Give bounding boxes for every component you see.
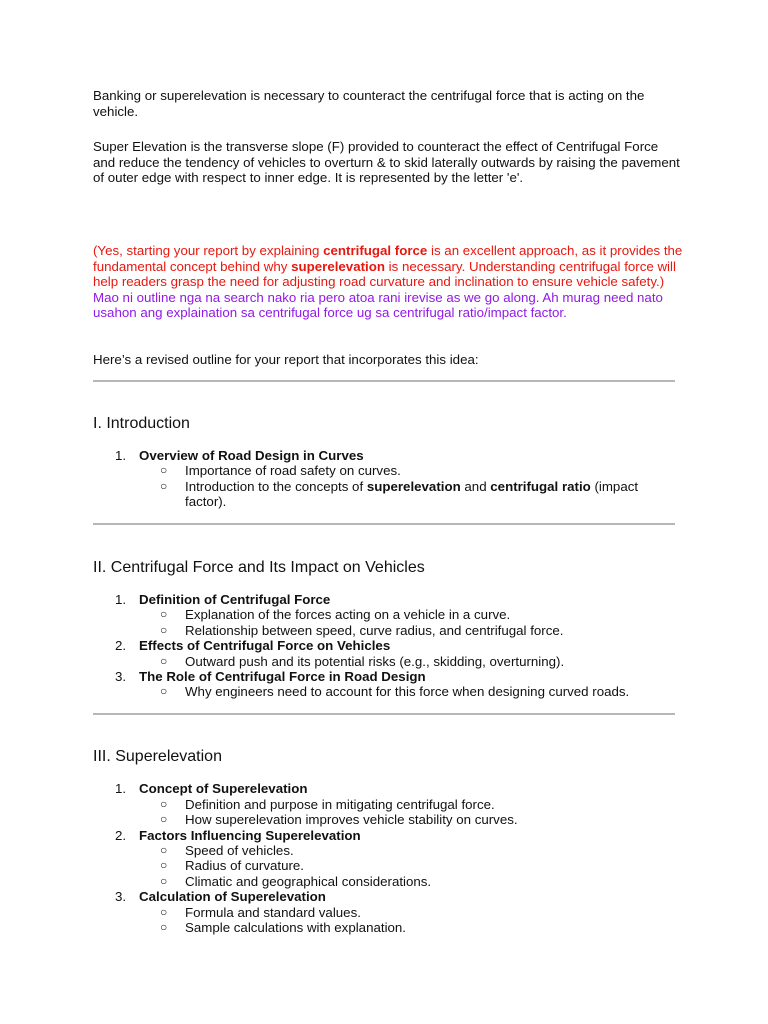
bullet-text-part: and: [460, 479, 491, 494]
list-number: 2.: [115, 828, 127, 843]
bullet-text: Sample calculations with explanation.: [185, 920, 407, 935]
list-item-title: Effects of Centrifugal Force on Vehicles: [139, 638, 391, 653]
bullet-text: [185, 479, 685, 495]
list-item-title: Concept of Superelevation: [139, 781, 308, 796]
list-item-title: The Role of Centrifugal Force in Road Design: [139, 669, 426, 684]
list-item-title: Factors Influencing Superelevation: [139, 828, 361, 843]
bullet-icon: ○: [160, 843, 168, 857]
bullet-icon: ○: [160, 684, 168, 698]
divider: [93, 380, 675, 382]
bullet-text-continuation: factor).: [185, 494, 227, 509]
bullet-text: Importance of road safety on curves.: [185, 463, 401, 478]
feedback-text: is an excellent approach, as it provides the fundamental concept behind why: [93, 243, 683, 274]
feedback-bold-centrifugal: centrifugal force: [323, 243, 428, 258]
bullet-text: How superelevation improves vehicle stability on curves.: [185, 812, 518, 827]
feedback-text: is necessary. Understanding centrifugal force will help readers grasp the need for adjusting road curvature and inclination to ensure vehicle safety.): [93, 258, 676, 289]
divider: [93, 713, 675, 715]
list-number: 1.: [115, 781, 127, 796]
bullet-text: Formula and standard values.: [185, 905, 361, 920]
bold-term: centrifugal ratio: [490, 479, 591, 494]
bullet-icon: ○: [160, 607, 168, 621]
section-heading: I. Introduction: [93, 415, 190, 432]
list-item-title: Overview of Road Design in Curves: [139, 448, 364, 463]
list-number: 1.: [115, 448, 127, 463]
bullet-icon: ○: [160, 920, 168, 934]
bullet-icon: ○: [160, 623, 168, 637]
bullet-icon: ○: [160, 874, 168, 888]
bold-term: superelevation: [366, 479, 461, 494]
bullet-text: Climatic and geographical considerations.: [185, 874, 432, 889]
bullet-text-part: Introduction to the concepts of: [185, 479, 367, 494]
list-number: 1.: [115, 592, 127, 607]
bullet-text: Radius of curvature.: [185, 858, 304, 873]
bullet-icon: ○: [160, 797, 168, 811]
bullet-text-part: (impact: [590, 479, 639, 494]
section-heading: III. Superelevation: [93, 748, 222, 765]
bullet-icon: ○: [160, 463, 168, 477]
bullet-text: Speed of vehicles.: [185, 843, 294, 858]
feedback-paragraph: [93, 243, 683, 321]
intro-paragraph: Banking or superelevation is necessary to counteract the centrifugal force that is acting on the vehicle.: [93, 88, 645, 119]
bullet-icon: ○: [160, 858, 168, 872]
list-number: 3.: [115, 669, 127, 684]
bullet-text: Definition and purpose in mitigating centrifugal force.: [185, 797, 495, 812]
author-comment: Mao ni outline nga na search nako ria pero atoa rani irevise as we go along. Ah murag need nato usahon ang explaination sa centrifugal force ug sa centrifugal ratio/impact factor.: [93, 289, 663, 320]
list-item-title: Calculation of Superelevation: [139, 889, 326, 904]
list-item-title: Definition of Centrifugal Force: [139, 592, 331, 607]
bullet-icon: ○: [160, 812, 168, 826]
bullet-text: Explanation of the forces acting on a vehicle in a curve.: [185, 607, 511, 622]
bullet-icon: ○: [160, 479, 168, 493]
feedback-bold-superelevation: superelevation: [291, 258, 385, 274]
bullet-text: Why engineers need to account for this force when designing curved roads.: [185, 684, 630, 699]
divider: [93, 523, 675, 525]
feedback-text: (Yes, starting your report by explaining: [93, 243, 324, 258]
section-heading: II. Centrifugal Force and Its Impact on Vehicles: [93, 559, 425, 576]
bullet-icon: ○: [160, 905, 168, 919]
list-number: 3.: [115, 889, 127, 904]
bullet-text: Relationship between speed, curve radius, and centrifugal force.: [185, 623, 564, 638]
list-number: 2.: [115, 638, 127, 653]
bullet-text: Outward push and its potential risks (e.g., skidding, overturning).: [185, 654, 565, 669]
bullet-icon: ○: [160, 654, 168, 668]
definition-paragraph: Super Elevation is the transverse slope (F) provided to counteract the effect of Centrifugal Force and reduce the tendency of vehicles to overturn & to skid laterally outwards by raising the pavement of outer edge with respect to inner edge. It is represented by the letter 'e'.: [93, 139, 680, 185]
outline-intro: Here’s a revised outline for your report that incorporates this idea:: [93, 352, 479, 367]
